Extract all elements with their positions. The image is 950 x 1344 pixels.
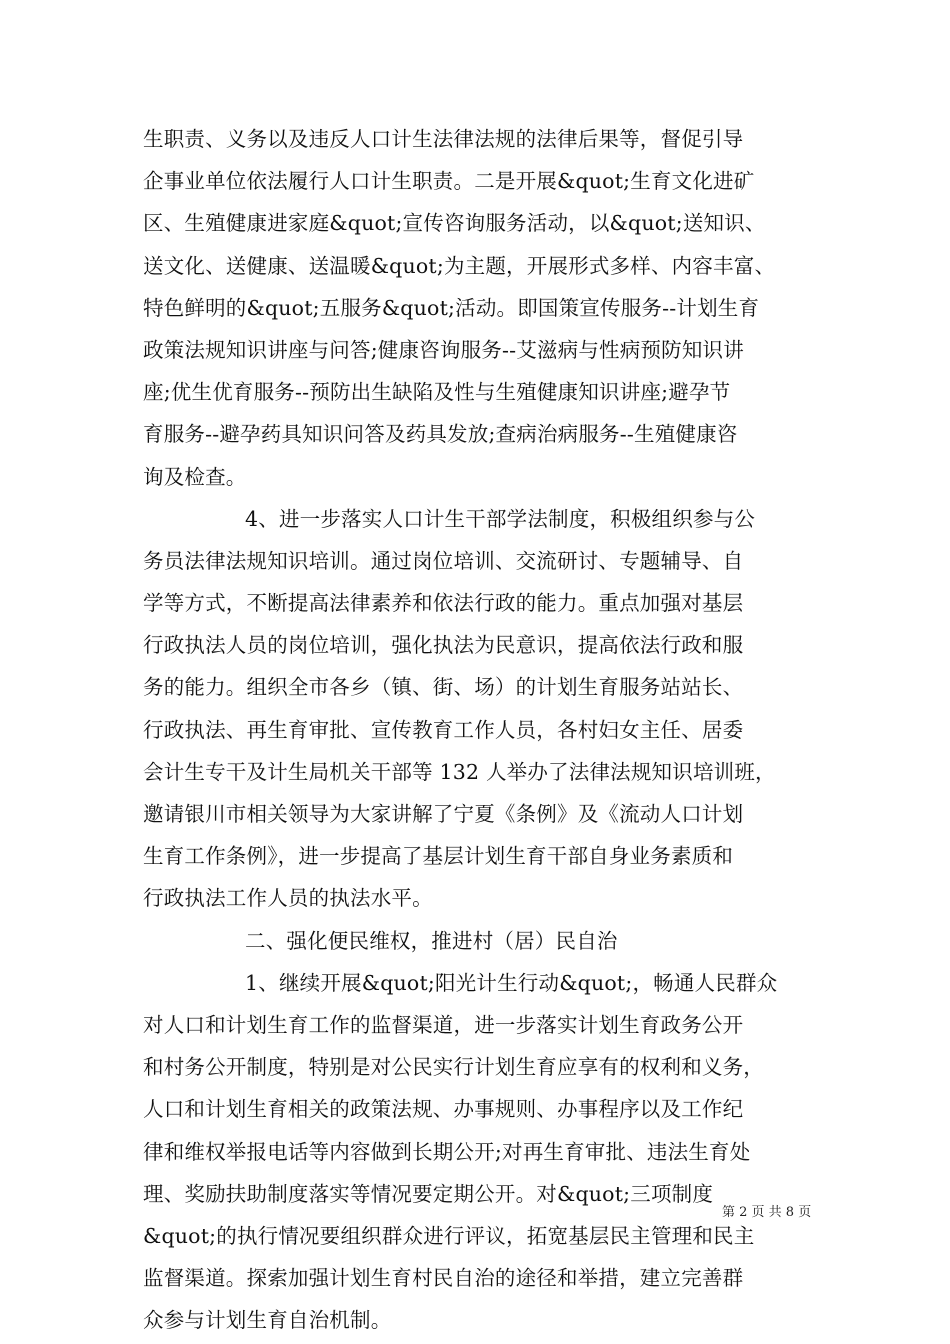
text-line: 理、奖励扶助制度落实等情况要定期公开。对&quot;三项制度 [143, 1181, 714, 1206]
text-line: 特色鲜明的&quot;五服务&quot;活动。即国策宣传服务--计划生育 [143, 295, 760, 320]
text-line: 监督渠道。探索加强计划生育村民自治的途径和举措，建立完善群 [143, 1266, 744, 1291]
text-line: 座;优生优育服务--预防出生缺陷及性与生殖健康知识讲座;避孕节 [143, 380, 731, 405]
text-line: 二、强化便民维权，推进村（居）民自治 [245, 928, 618, 953]
text-line: 4、进一步落实人口计生干部学法制度，积极组织参与公 [245, 506, 756, 531]
text-line: 行政执法工作人员的执法水平。 [143, 886, 433, 911]
text-line: 务的能力。组织全市各乡（镇、街、场）的计划生育服务站站长、 [143, 675, 744, 700]
text-line: 企事业单位依法履行人口计生职责。二是开展&quot;生育文化进矿 [143, 169, 755, 194]
text-line: 学等方式，不断提高法律素养和依法行政的能力。重点加强对基层 [143, 591, 744, 616]
text-line: 律和维权举报电话等内容做到长期公开;对再生育审批、违法生育处 [143, 1139, 751, 1164]
text-line: 送文化、送健康、送温暖&quot;为主题，开展形式多样、内容丰富、 [143, 253, 776, 278]
page-number-footer: 第 2 页 共 8 页 [722, 1205, 812, 1220]
text-line: 1、继续开展&quot;阳光计生行动&quot;，畅通人民群众 [245, 970, 778, 995]
text-line: 政策法规知识讲座与问答;健康咨询服务--艾滋病与性病预防知识讲 [143, 337, 744, 362]
text-line: 询及检查。 [143, 464, 247, 489]
text-line: 对人口和计划生育工作的监督渠道，进一步落实计划生育政务公开 [143, 1012, 744, 1037]
text-line: 会计生专干及计生局机关干部等 132 人举办了法律法规知识培训班， [143, 759, 776, 784]
text-line: &quot;的执行情况要组织群众进行评议，拓宽基层民主管理和民主 [143, 1223, 755, 1248]
text-line: 人口和计划生育相关的政策法规、办事规则、办事程序以及工作纪 [143, 1097, 744, 1122]
document-body [143, 118, 815, 1341]
text-line: 区、生殖健康进家庭&quot;宣传咨询服务活动，以&quot;送知识、 [143, 211, 766, 236]
text-line: 和村务公开制度，特别是对公民实行计划生育应享有的权利和义务， [143, 1055, 764, 1080]
text-line: 众参与计划生育自治机制。 [143, 1308, 392, 1333]
text-line: 行政执法人员的岗位培训，强化执法为民意识，提高依法行政和服 [143, 633, 744, 658]
text-line: 行政执法、再生育审批、宣传教育工作人员，各村妇女主任、居委 [143, 717, 744, 742]
text-line: 务员法律法规知识培训。通过岗位培训、交流研讨、专题辅导、自 [143, 548, 744, 573]
text-line: 生职责、义务以及违反人口计生法律法规的法律后果等，督促引导 [143, 127, 744, 151]
text-line: 邀请银川市相关领导为大家讲解了宁夏《条例》及《流动人口计划 [143, 802, 744, 826]
text-line: 育服务--避孕药具知识问答及药具发放;查病治病服务--生殖健康咨 [143, 422, 738, 447]
text-line: 生育工作条例》，进一步提高了基层计划生育干部自身业务素质和 [143, 844, 734, 869]
